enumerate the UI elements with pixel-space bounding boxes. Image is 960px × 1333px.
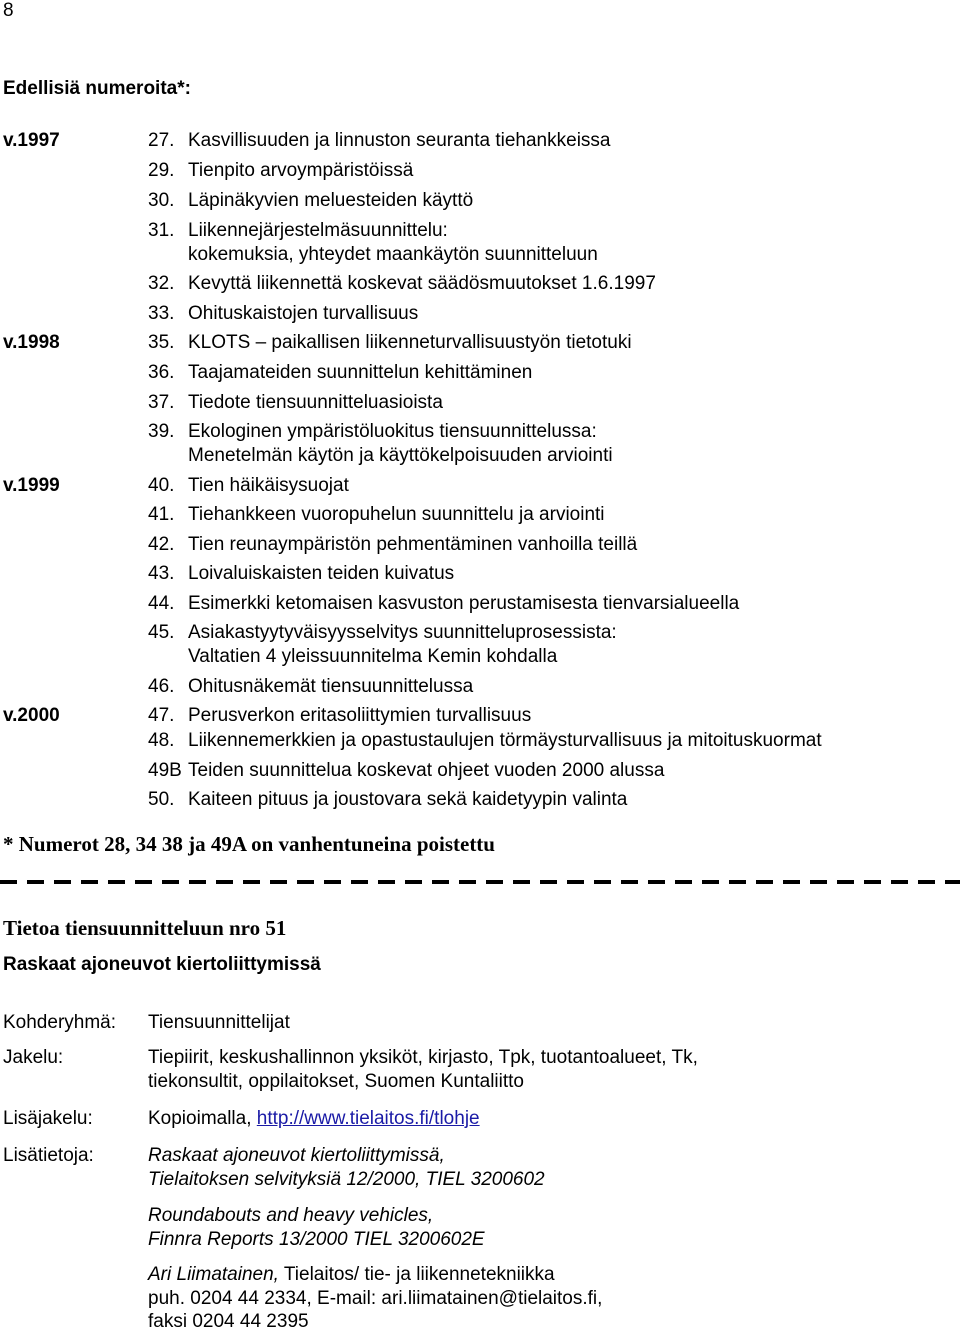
issue-title: Kaiteen pituus ja joustovara sekä kaidetyypin valinta	[188, 789, 628, 810]
issue-number: 46.	[148, 676, 175, 697]
issue-title: Tiehankkeen vuoropuhelun suunnittelu ja arviointi	[188, 504, 605, 525]
kohderyhma-value: Tiensuunnittelijat	[148, 1012, 290, 1033]
issue-number: 30.	[148, 190, 175, 211]
lisajakelu-prefix: Kopioimalla,	[148, 1108, 252, 1129]
issue-number: 40.	[148, 475, 175, 496]
issue-title: Tien häikäisysuojat	[188, 475, 349, 496]
info-subtitle: Raskaat ajoneuvot kiertoliittymissä	[3, 954, 321, 975]
issue-year: v.2000	[3, 705, 60, 726]
issue-title: Tien reunaympäristön pehmentäminen vanhoilla teillä	[188, 534, 638, 555]
contact-line-1	[148, 1264, 555, 1286]
issue-title-line-2: kokemuksia, yhteydet maankäytön suunnitteluun	[188, 244, 598, 265]
issue-title: Esimerkki ketomaisen kasvuston perustamisesta tienvarsialueella	[188, 593, 740, 614]
jakelu-label: Jakelu:	[3, 1047, 64, 1068]
issue-number: 47.	[148, 705, 175, 726]
issue-title-line-2: Valtatien 4 yleissuunnitelma Kemin kohdalla	[188, 646, 558, 667]
issue-year: v.1997	[3, 130, 60, 151]
jakelu-line-2: tiekonsultit, oppilaitokset, Suomen Kuntaliitto	[148, 1071, 524, 1092]
lisajakelu-label: Lisäjakelu:	[3, 1108, 93, 1129]
issue-title: Liikennejärjestelmäsuunnittelu:	[188, 220, 448, 241]
issue-number: 37.	[148, 392, 175, 413]
issue-number: 49B	[148, 760, 182, 781]
issue-title: Tiedote tiensuunnitteluasioista	[188, 392, 443, 413]
contact-line-2: puh. 0204 44 2334, E-mail: ari.liimatainen@tielaitos.fi,	[148, 1288, 603, 1309]
ref2-line-2: Finnra Reports 13/2000 TIEL 3200602E	[148, 1229, 485, 1250]
tlohje-link[interactable]: http://www.tielaitos.fi/tlohje	[256, 1108, 480, 1129]
section-heading: Edellisiä numeroita*:	[3, 78, 191, 99]
issue-title: Ohitusnäkemät tiensuunnittelussa	[188, 676, 474, 697]
lisajakelu-value	[148, 1108, 480, 1130]
issue-number: 39.	[148, 421, 175, 442]
kohderyhma-label: Kohderyhmä:	[3, 1012, 117, 1033]
issue-number: 43.	[148, 563, 175, 584]
issue-number: 35.	[148, 332, 175, 353]
issue-number: 27.	[148, 130, 175, 151]
page-number: 8	[3, 0, 14, 21]
footnote	[3, 832, 495, 857]
ref2-line-1: Roundabouts and heavy vehicles,	[148, 1205, 434, 1226]
issue-title-line-2: Menetelmän käytön ja käyttökelpoisuuden arviointi	[188, 445, 613, 466]
issue-number: 48.	[148, 730, 175, 751]
issue-title: Ekologinen ympäristöluokitus tiensuunnittelussa:	[188, 421, 597, 442]
issue-title: Kevyttä liikennettä koskevat säädösmuutokset 1.6.1997	[188, 273, 656, 294]
issue-title: KLOTS – paikallisen liikenneturvallisuustyön tietotuki	[188, 332, 632, 353]
issue-title: Kasvillisuuden ja linnuston seuranta tiehankkeissa	[188, 130, 611, 151]
issue-number: 33.	[148, 303, 175, 324]
issue-number: 50.	[148, 789, 175, 810]
issue-year: v.1999	[3, 475, 60, 496]
lisatietoja-label: Lisätietoja:	[3, 1145, 94, 1166]
issue-title: Asiakastyytyväisyysselvitys suunnitteluprosessista:	[188, 622, 617, 643]
issue-title: Loivaluiskaisten teiden kuivatus	[188, 563, 455, 584]
issue-title: Tienpito arvoympäristöissä	[188, 160, 414, 181]
ref1-line-2: Tielaitoksen selvityksiä 12/2000, TIEL 3200602	[148, 1169, 545, 1190]
issue-title: Liikennemerkkien ja opastustaulujen törmäysturvallisuus ja mitoituskuormat	[188, 730, 822, 751]
issue-title: Ohituskaistojen turvallisuus	[188, 303, 419, 324]
issue-number: 41.	[148, 504, 175, 525]
info-title: Tietoa tiensuunnitteluun nro 51	[3, 916, 287, 940]
issue-number: 32.	[148, 273, 175, 294]
issue-number: 29.	[148, 160, 175, 181]
issue-title: Perusverkon eritasoliittymien turvallisuus	[188, 705, 532, 726]
issue-title: Läpinäkyvien meluesteiden käyttö	[188, 190, 474, 211]
contact-line-3: faksi 0204 44 2395	[148, 1311, 309, 1332]
ref1-line-1: Raskaat ajoneuvot kiertoliittymissä,	[148, 1145, 445, 1166]
issue-title: Taajamateiden suunnittelun kehittäminen	[188, 362, 533, 383]
footnote-text: * Numerot 28, 34 38 ja 49A on vanhentuneina poistettu	[3, 832, 495, 856]
issue-number: 44.	[148, 593, 175, 614]
issue-number: 42.	[148, 534, 175, 555]
issue-number: 36.	[148, 362, 175, 383]
contact-name: Ari Liimatainen,	[148, 1264, 279, 1285]
contact-org: Tielaitos/ tie- ja liikennetekniikka	[283, 1264, 555, 1285]
issue-number: 31.	[148, 220, 175, 241]
issue-number: 45.	[148, 622, 175, 643]
issue-title: Teiden suunnittelua koskevat ohjeet vuoden 2000 alussa	[188, 760, 665, 781]
issue-year: v.1998	[3, 332, 60, 353]
jakelu-line-1: Tiepiirit, keskushallinnon yksiköt, kirjasto, Tpk, tuotantoalueet, Tk,	[148, 1047, 698, 1068]
dashed-divider	[0, 880, 960, 884]
